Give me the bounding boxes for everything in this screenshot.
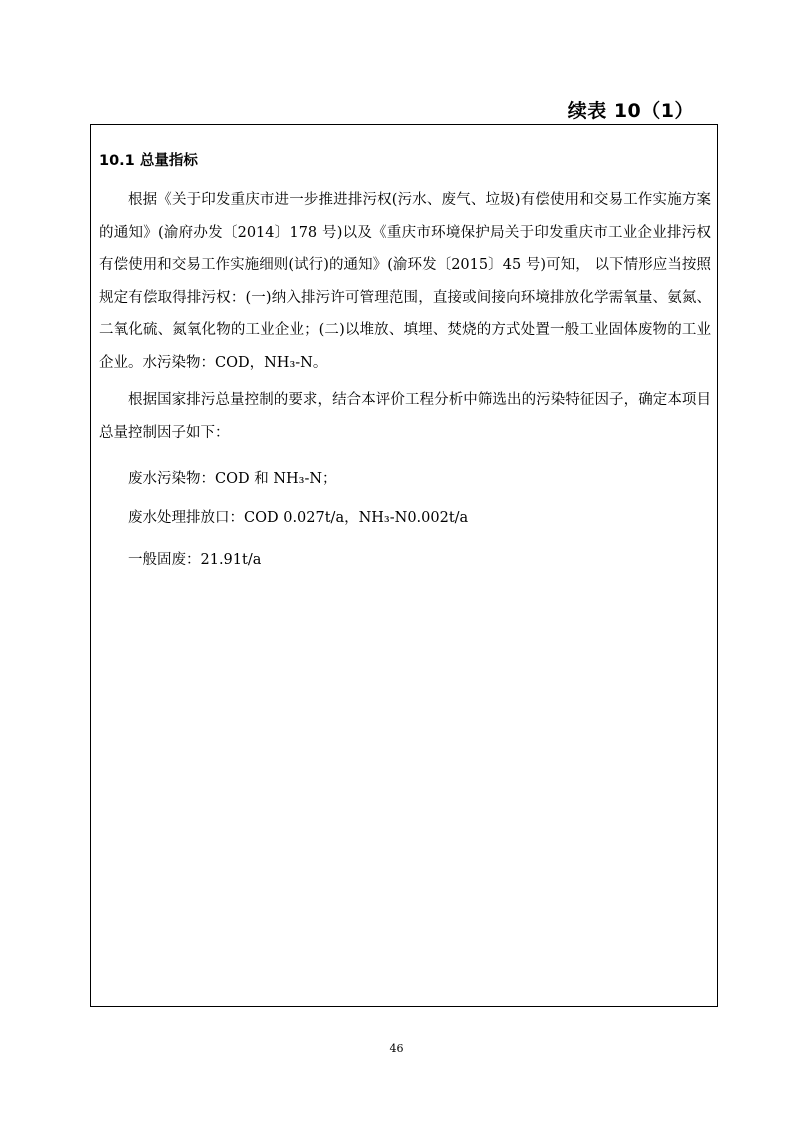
paragraph-policy-basis: 根据《关于印发重庆市进一步推进排污权(污水、废气、垃圾)有偿使用和交易工作实施方案的通知》(渝府办发〔2014〕178 号)以及《重庆市环境保护局关于印发重庆市工业企业排污权有偿使用和交易工作实施细则(试行)的通知》(渝环发〔2015〕45 号)可知， 以下情形应当按照规定有偿取得排污权：(一)纳入排污许可管理范围，直接或间接向环境排放化学需氧量、氨氮、二氧化硫、氮氧化物的工业企业；(二)以堆放、填埋、焚烧的方式处置一般工业固体废物的工业企业。水污染物：COD，NH₃-N。 [99,192,711,371]
content-table-cell [90,124,718,1007]
page-header-title: 续表 10（1） [567,100,694,122]
paragraph-control-factors: 根据国家排污总量控制的要求，结合本评价工程分析中筛选出的污染特征因子，确定本项目总量控制因子如下： [99,392,711,441]
solid-waste-line: 一般固废：21.91t/a [128,552,262,568]
wastewater-outlet-line: 废水处理排放口：COD 0.027t/a，NH₃-N0.002t/a [128,510,469,526]
page-number: 46 [389,1042,404,1055]
wastewater-pollutants-line: 废水污染物：COD 和 NH₃-N； [128,471,337,487]
section-title: 10.1 总量指标 [99,153,198,169]
